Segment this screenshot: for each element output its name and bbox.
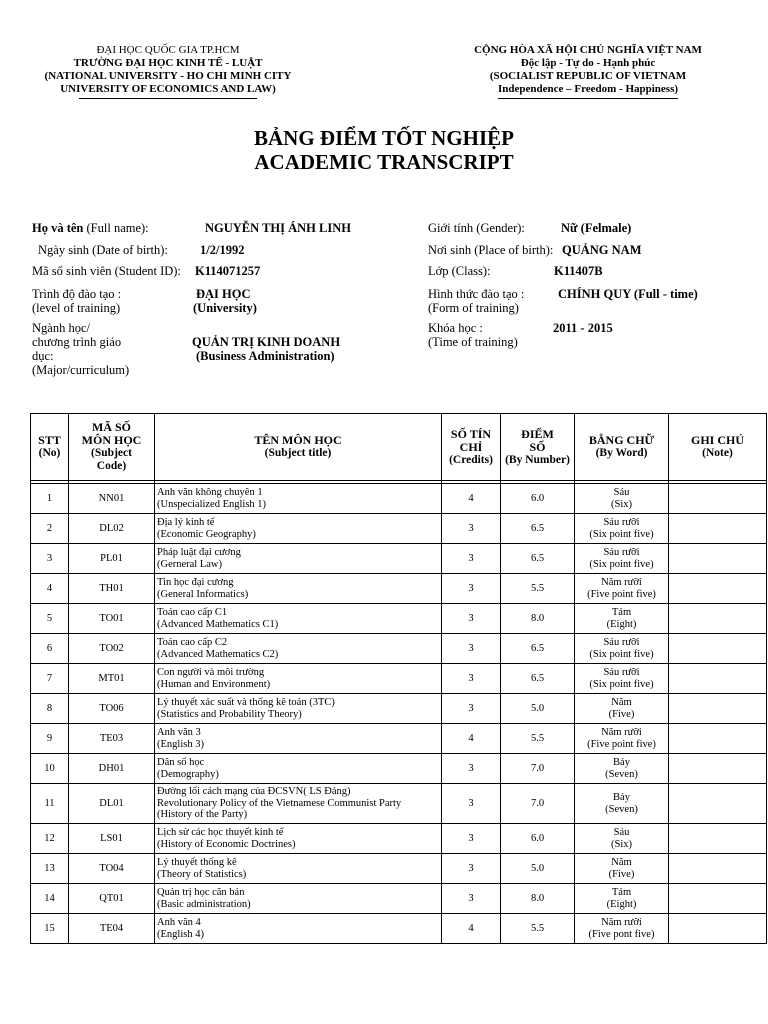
header-credits: SỐ TÍN CHỈ (Credits) <box>442 414 501 481</box>
training-time-field <box>428 321 613 349</box>
score-word-en: (Five pont five) <box>588 928 655 940</box>
score-word-en: (Six point five) <box>589 678 654 690</box>
subject-title-line: (Gerneral Law) <box>157 558 222 570</box>
table-row <box>31 664 767 694</box>
score-word-en: (Six point five) <box>589 648 654 660</box>
row-subject-code: TO02 <box>69 634 155 664</box>
training-level-value-en: (University) <box>193 301 257 315</box>
row-no: 12 <box>31 824 69 854</box>
university-header <box>20 44 316 99</box>
major-label-1: Ngành học/ <box>32 321 90 335</box>
row-note <box>669 634 767 664</box>
row-credits: 3 <box>442 784 501 824</box>
table-row <box>31 544 767 574</box>
row-score-word <box>575 694 669 724</box>
row-note <box>669 514 767 544</box>
pob-label: Nơi sinh (Place of birth): <box>428 243 554 257</box>
table-row <box>31 634 767 664</box>
header-subject-title: TÊN MÔN HỌC (Subject title) <box>155 414 442 481</box>
row-credits: 3 <box>442 664 501 694</box>
full-name-label-vi: Họ và tên <box>32 221 84 235</box>
row-note <box>669 884 767 914</box>
row-score-word <box>575 754 669 784</box>
gender-value: Nữ (Felmale) <box>561 221 632 235</box>
row-score-word <box>575 514 669 544</box>
row-score: 6.5 <box>501 544 575 574</box>
table-row <box>31 484 767 514</box>
subject-title-line: (Unspecialized English 1) <box>157 498 267 510</box>
table-row <box>31 754 767 784</box>
gender-label: Giới tính (Gender): <box>428 221 525 235</box>
row-credits: 3 <box>442 634 501 664</box>
row-score: 8.0 <box>501 884 575 914</box>
row-no: 13 <box>31 854 69 884</box>
row-score-word <box>575 634 669 664</box>
row-score-word <box>575 784 669 824</box>
row-no: 15 <box>31 914 69 944</box>
header-national-university-en: (NATIONAL UNIVERSITY - HO CHI MINH CITY <box>44 70 292 82</box>
row-score: 7.0 <box>501 754 575 784</box>
score-word-en: (Eight) <box>606 898 637 910</box>
score-word-en: (Five) <box>608 868 635 880</box>
dob-field <box>38 243 245 257</box>
row-score-word <box>575 484 669 514</box>
row-score-word <box>575 664 669 694</box>
dob-value: 1/2/1992 <box>200 243 245 257</box>
score-word-vi: Sáu rưỡi <box>603 667 640 678</box>
header-score-word: BẰNG CHỮ (By Word) <box>575 414 669 481</box>
row-note <box>669 914 767 944</box>
header-subject-code: MÃ SỐ MÔN HỌC (Subject Code) <box>69 414 155 481</box>
table-row <box>31 824 767 854</box>
row-credits: 3 <box>442 754 501 784</box>
score-word-vi: Sáu rưỡi <box>603 517 640 528</box>
table-row <box>31 784 767 824</box>
class-value: K11407B <box>554 264 603 278</box>
header-underline <box>79 98 257 99</box>
row-subject-title <box>155 574 442 604</box>
row-subject-title <box>155 884 442 914</box>
row-no: 4 <box>31 574 69 604</box>
score-word-en: (Six point five) <box>589 528 654 540</box>
row-no: 1 <box>31 484 69 514</box>
document-title-vi: BẢNG ĐIỂM TỐT NGHIỆP <box>253 126 515 150</box>
pob-value: QUẢNG NAM <box>562 243 642 257</box>
row-no: 10 <box>31 754 69 784</box>
subject-title-line: Anh văn không chuyên 1 <box>157 487 263 498</box>
subject-title-line: (Advanced Mathematics C1) <box>157 618 279 630</box>
subject-title-line: (History of the Party) <box>157 809 248 821</box>
subject-title-line: Lý thuyết xác suất và thống kê toán (3TC) <box>157 697 335 708</box>
row-credits: 4 <box>442 724 501 754</box>
row-subject-code: DL02 <box>69 514 155 544</box>
header-score-number: ĐIỂM SỐ (By Number) <box>501 414 575 481</box>
score-word-vi: Sáu rưỡi <box>603 637 640 648</box>
subject-title-line: (Theory of Statistics) <box>157 868 247 880</box>
subject-title-line: Toán cao cấp C2 <box>157 637 228 648</box>
row-credits: 3 <box>442 544 501 574</box>
row-score: 6.5 <box>501 634 575 664</box>
row-no: 3 <box>31 544 69 574</box>
row-score: 5.5 <box>501 574 575 604</box>
row-credits: 3 <box>442 604 501 634</box>
dob-label: Ngày sinh (Date of birth): <box>38 243 168 257</box>
row-subject-code: MT01 <box>69 664 155 694</box>
header-motto-en: Independence – Freedom - Happiness) <box>497 83 679 95</box>
subject-title-line: Anh văn 4 <box>157 917 201 928</box>
row-subject-code: DH01 <box>69 754 155 784</box>
row-note <box>669 544 767 574</box>
class-label: Lớp (Class): <box>428 264 491 278</box>
subject-title-line: Địa lý kinh tế <box>157 517 215 528</box>
score-word-vi: Tám <box>611 887 632 898</box>
subject-title-line: (Basic administration) <box>157 898 251 910</box>
row-score-word <box>575 824 669 854</box>
row-subject-title <box>155 544 442 574</box>
row-score-word <box>575 854 669 884</box>
training-form-label-en: (Form of training) <box>428 301 519 315</box>
row-subject-title <box>155 914 442 944</box>
row-note <box>669 854 767 884</box>
score-word-vi: Năm rưỡi <box>601 577 642 588</box>
row-subject-title <box>155 784 442 824</box>
subject-title-line: (Demography) <box>157 768 219 780</box>
row-score: 6.5 <box>501 664 575 694</box>
subject-title-line: Quản trị học căn bản <box>157 887 245 898</box>
row-credits: 4 <box>442 914 501 944</box>
document-title-en: ACADEMIC TRANSCRIPT <box>254 150 514 174</box>
row-score: 5.5 <box>501 724 575 754</box>
subject-title-line: Tin học đại cương <box>157 577 234 588</box>
subject-title-line: (General Informatics) <box>157 588 249 600</box>
row-no: 9 <box>31 724 69 754</box>
row-subject-code: TE03 <box>69 724 155 754</box>
student-id-field <box>32 264 261 278</box>
row-note <box>669 484 767 514</box>
score-word-en: (Five point five) <box>587 588 656 600</box>
training-level-field <box>32 287 257 315</box>
score-word-vi: Năm <box>611 697 632 708</box>
score-word-en: (Five) <box>608 708 635 720</box>
row-credits: 3 <box>442 694 501 724</box>
score-word-vi: Năm <box>611 857 632 868</box>
student-id-label: Mã số sinh viên (Student ID): <box>32 264 181 278</box>
row-score-word <box>575 884 669 914</box>
row-no: 6 <box>31 634 69 664</box>
row-score: 8.0 <box>501 604 575 634</box>
row-note <box>669 824 767 854</box>
row-note <box>669 784 767 824</box>
row-note <box>669 664 767 694</box>
pob-field <box>428 243 642 257</box>
row-score: 7.0 <box>501 784 575 824</box>
score-word-en: (Seven) <box>605 803 638 815</box>
training-form-value: CHÍNH QUY (Full - time) <box>558 287 698 301</box>
header-school-name-en: UNIVERSITY OF ECONOMICS AND LAW) <box>60 83 276 95</box>
row-subject-code: TH01 <box>69 574 155 604</box>
subject-title-line: (Economic Geography) <box>157 528 256 540</box>
table-row <box>31 514 767 544</box>
row-no: 2 <box>31 514 69 544</box>
table-row <box>31 854 767 884</box>
row-subject-title <box>155 634 442 664</box>
row-credits: 3 <box>442 854 501 884</box>
row-subject-title <box>155 664 442 694</box>
training-time-value: 2011 - 2015 <box>553 321 613 335</box>
score-word-vi: Sáu <box>613 487 630 498</box>
row-no: 8 <box>31 694 69 724</box>
major-value-en: (Business Administration) <box>196 349 335 363</box>
header-stt: STT (No) <box>31 414 69 481</box>
score-word-en: (Six) <box>611 498 632 510</box>
major-label-2: chương trình giáo <box>32 335 122 349</box>
row-score: 6.0 <box>501 824 575 854</box>
row-subject-code: TE04 <box>69 914 155 944</box>
table-row <box>31 694 767 724</box>
row-credits: 3 <box>442 884 501 914</box>
table-header-row <box>31 414 767 481</box>
table-row <box>31 604 767 634</box>
row-credits: 3 <box>442 824 501 854</box>
row-note <box>669 604 767 634</box>
row-score: 5.0 <box>501 694 575 724</box>
row-subject-title <box>155 824 442 854</box>
training-level-label-en: (level of training) <box>32 301 121 315</box>
row-subject-title <box>155 854 442 884</box>
score-word-en: (Seven) <box>605 768 638 780</box>
subject-title-line: Revolutionary Policy of the Vietnamese Communist Party <box>157 797 402 809</box>
row-note <box>669 754 767 784</box>
row-subject-code: TO04 <box>69 854 155 884</box>
row-score-word <box>575 544 669 574</box>
row-subject-code: QT01 <box>69 884 155 914</box>
score-word-vi: Bảy <box>613 757 630 768</box>
training-level-value-vi: ĐẠI HỌC <box>196 287 251 301</box>
training-time-label-en: (Time of training) <box>428 335 518 349</box>
header-note: GHI CHÚ (Note) <box>669 414 767 481</box>
table-row <box>31 574 767 604</box>
row-note <box>669 574 767 604</box>
subject-title-line: (Statistics and Probability Theory) <box>157 708 302 720</box>
row-subject-title <box>155 694 442 724</box>
grades-table <box>30 413 767 944</box>
row-score-word <box>575 724 669 754</box>
row-score: 6.5 <box>501 514 575 544</box>
subject-title-line: Đường lối cách mạng của ĐCSVN( LS Đảng) <box>157 786 351 798</box>
header-motto: Độc lập - Tự do - Hạnh phúc <box>520 57 656 69</box>
header-national-university: ĐẠI HỌC QUỐC GIA TP.HCM <box>96 44 240 56</box>
score-word-en: (Eight) <box>606 618 637 630</box>
row-score: 6.0 <box>501 484 575 514</box>
full-name-value: NGUYỄN THỊ ÁNH LINH <box>205 221 351 235</box>
subject-title-line: Anh văn 3 <box>157 727 201 738</box>
row-no: 7 <box>31 664 69 694</box>
row-no: 5 <box>31 604 69 634</box>
subject-title-line: Con người và môi trường <box>157 667 265 678</box>
row-credits: 4 <box>442 484 501 514</box>
header-school-name: TRƯỜNG ĐẠI HỌC KINH TẾ - LUẬT <box>73 57 263 69</box>
row-score-word <box>575 574 669 604</box>
table-row <box>31 884 767 914</box>
row-score: 5.0 <box>501 854 575 884</box>
score-word-en: (Six) <box>611 838 632 850</box>
row-note <box>669 724 767 754</box>
subject-title-line: Lý thuyết thống kê <box>157 857 237 868</box>
header-republic-en: (SOCIALIST REPUBLIC OF VIETNAM <box>489 70 687 82</box>
row-subject-code: NN01 <box>69 484 155 514</box>
row-subject-code: TO01 <box>69 604 155 634</box>
subject-title-line: Lịch sử các học thuyết kinh tế <box>157 827 284 838</box>
subject-title-line: (History of Economic Doctrines) <box>157 838 296 850</box>
row-subject-code: TO06 <box>69 694 155 724</box>
row-credits: 3 <box>442 574 501 604</box>
row-subject-code: DL01 <box>69 784 155 824</box>
student-id-value: K114071257 <box>195 264 261 278</box>
row-score-word <box>575 914 669 944</box>
row-subject-title <box>155 484 442 514</box>
row-note <box>669 694 767 724</box>
subject-title-line: Dân số học <box>157 757 205 768</box>
full-name-label-en: (Full name): <box>83 221 149 235</box>
subject-title-line: Toán cao cấp C1 <box>157 607 228 618</box>
row-subject-title <box>155 754 442 784</box>
subject-title-line: Pháp luật đại cương <box>157 547 241 558</box>
major-label-4: (Major/curriculum) <box>32 363 130 377</box>
score-word-vi: Năm rưỡi <box>601 917 642 928</box>
class-field <box>428 264 603 278</box>
score-word-vi: Sáu <box>613 827 630 838</box>
subject-title-line: (Human and Environment) <box>157 678 271 690</box>
training-level-label-vi: Trình độ đào tạo : <box>32 287 122 301</box>
row-score-word <box>575 604 669 634</box>
subject-title-line: (English 4) <box>157 928 204 940</box>
subject-title-line: (English 3) <box>157 738 204 750</box>
row-subject-code: LS01 <box>69 824 155 854</box>
training-time-label-vi: Khóa học : <box>428 321 483 335</box>
row-no: 14 <box>31 884 69 914</box>
header-underline <box>498 98 678 99</box>
row-no: 11 <box>31 784 69 824</box>
header-republic: CỘNG HÒA XÃ HỘI CHỦ NGHĨA VIỆT NAM <box>474 44 702 56</box>
score-word-en: (Six point five) <box>589 558 654 570</box>
subject-title-line: (Advanced Mathematics C2) <box>157 648 279 660</box>
row-subject-code: PL01 <box>69 544 155 574</box>
major-label-3: dục: <box>32 349 54 363</box>
training-form-label-vi: Hình thức đào tạo : <box>428 287 525 301</box>
republic-header <box>438 44 738 99</box>
row-subject-title <box>155 604 442 634</box>
row-credits: 3 <box>442 514 501 544</box>
score-word-vi: Sáu rưỡi <box>603 547 640 558</box>
training-form-field <box>428 287 698 315</box>
row-score: 5.5 <box>501 914 575 944</box>
major-value-vi: QUẢN TRỊ KINH DOANH <box>192 335 341 349</box>
score-word-vi: Bảy <box>613 792 630 803</box>
gender-field <box>428 221 632 235</box>
row-subject-title <box>155 724 442 754</box>
full-name-field <box>32 221 351 235</box>
score-word-en: (Five point five) <box>587 738 656 750</box>
score-word-vi: Tám <box>611 607 632 618</box>
major-field <box>32 321 341 377</box>
table-row <box>31 724 767 754</box>
score-word-vi: Năm rưỡi <box>601 727 642 738</box>
row-subject-title <box>155 514 442 544</box>
table-row <box>31 914 767 944</box>
